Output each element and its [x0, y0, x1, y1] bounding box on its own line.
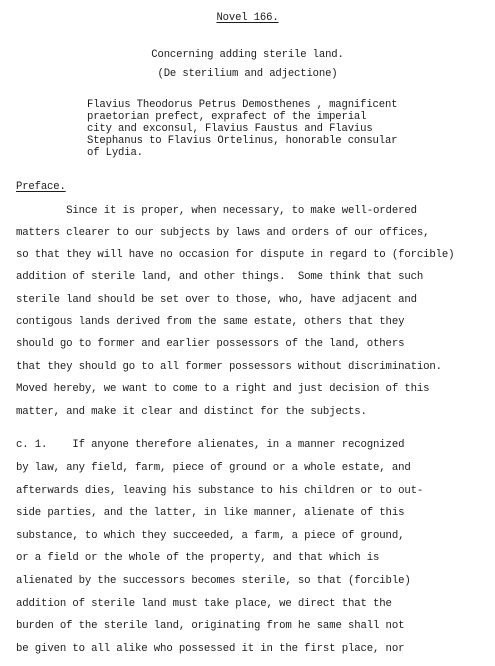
- preface-line: matters clearer to our subjects by laws and orders of our offices,: [16, 227, 430, 239]
- preface-line: so that they will have no occasion for dispute in regard to (forcible): [16, 249, 455, 261]
- preface-line: contigous lands derived from the same estate, others that they: [16, 316, 405, 328]
- address-line: Stephanus to Flavius Ortelinus, honorable consular: [87, 135, 398, 147]
- preface-heading: Preface.: [16, 181, 66, 193]
- preface-line: that they should go to all former possessors without discrimination.: [16, 361, 442, 373]
- document-title: Concerning adding sterile land.: [151, 49, 344, 61]
- address-line: praetorian prefect, exprafect of the imperial: [87, 111, 367, 123]
- preface-line: addition of sterile land, and other things. Some think that such: [16, 271, 424, 283]
- preface-line: Moved hereby, we want to come to a right and just decision of this: [16, 383, 430, 395]
- address-line: Flavius Theodorus Petrus Demosthenes , magnificent: [87, 99, 398, 111]
- chapter-line: by law, any field, farm, piece of ground or a whole estate, and: [16, 462, 411, 474]
- chapter-line: side parties, and the latter, in like manner, alienate of this: [16, 507, 405, 519]
- address-line: of Lydia.: [87, 147, 143, 159]
- preface-line: sterile land should be set over to those, who, have adjacent and: [16, 294, 417, 306]
- chapter-line: alienated by the successors becomes sterile, so that (forcible): [16, 575, 411, 587]
- preface-line: Since it is proper, when necessary, to make well-ordered: [16, 205, 417, 217]
- latin-title: (De sterilium and adjectione): [157, 68, 338, 80]
- chapter-line: substance, to which they succeeded, a farm, a piece of ground,: [16, 530, 405, 542]
- novel-number: Novel 166.: [216, 12, 279, 24]
- chapter-line: addition of sterile land must take place, we direct that the: [16, 598, 392, 610]
- address-line: city and exconsul, Flavius Faustus and Flavius: [87, 123, 373, 135]
- chapter-line: afterwards dies, leaving his substance to his children or to out-: [16, 485, 424, 497]
- chapter-line: be given to all alike who possessed it in the first place, nor: [16, 643, 405, 655]
- chapter-line: c. 1. If anyone therefore alienates, in a manner recognized: [16, 439, 405, 451]
- chapter-line: burden of the sterile land, originating from he same shall not: [16, 620, 405, 632]
- preface-line: matter, and make it clear and distinct for the subjects.: [16, 406, 367, 418]
- chapter-line: or a field or the whole of the property, and that which is: [16, 552, 380, 564]
- preface-line: should go to former and earlier possessors of the land, others: [16, 338, 405, 350]
